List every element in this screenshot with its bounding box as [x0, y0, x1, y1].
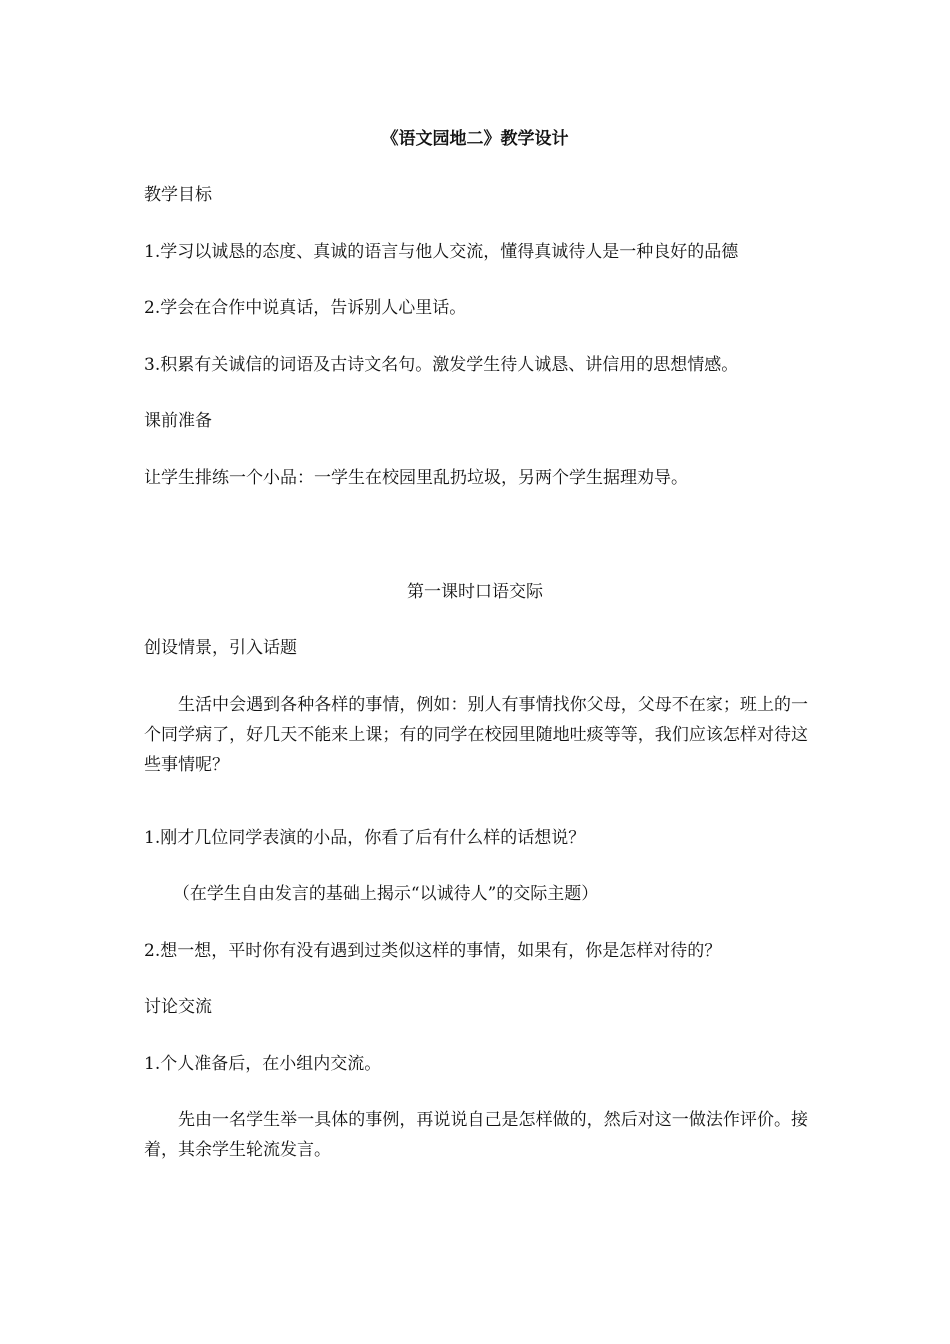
scene-heading: 创设情景，引入话题 — [144, 638, 297, 658]
scene-paragraph: 生活中会遇到各种各样的事情，例如：别人有事情找你父母，父母不在家；班上的一个同学病了，好几天不能来上课；有的同学在校园里随地吐痰等等，我们应该怎样对待这些事情呢？ — [144, 695, 808, 775]
goals-heading: 教学目标 — [144, 185, 212, 205]
question-1: 1.刚才几位同学表演的小品，你看了后有什么样的话想说？ — [144, 828, 586, 848]
prep-text: 让学生排练一个小品：一学生在校园里乱扔垃圾，另两个学生据理劝导。 — [144, 468, 688, 488]
goal-item-3: 3.积累有关诚信的词语及古诗文名句。激发学生待人诚恳、讲信用的思想情感。 — [144, 355, 739, 375]
document-title: 《语文园地二》教学设计 — [381, 129, 569, 149]
question-2: 2.想一想，平时你有没有遇到过类似这样的事情，如果有，你是怎样对待的？ — [144, 941, 722, 961]
lesson-heading: 第一课时口语交际 — [407, 582, 543, 602]
question-1-note: （在学生自由发言的基础上揭示“以诚待人”的交际主题） — [172, 884, 599, 904]
discuss-heading: 讨论交流 — [144, 997, 212, 1017]
discuss-item-1: 1.个人准备后，在小组内交流。 — [144, 1054, 382, 1074]
prep-heading: 课前准备 — [144, 411, 212, 431]
discuss-paragraph: 先由一名学生举一具体的事例，再说说自己是怎样做的，然后对这一做法作评价。接着，其余学生轮流发言。 — [144, 1110, 808, 1160]
goal-item-1: 1.学习以诚恳的态度、真诚的语言与他人交流，懂得真诚待人是一种良好的品德 — [144, 242, 739, 262]
goal-item-2: 2.学会在合作中说真话，告诉别人心里话。 — [144, 298, 467, 318]
